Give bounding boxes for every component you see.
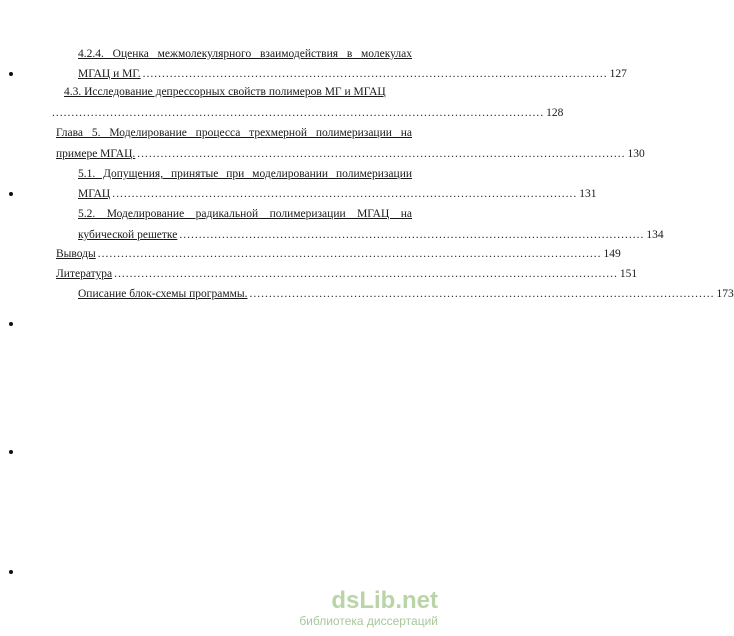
- toc-entry-5-1-line2[interactable]: МГАЦ: [78, 188, 111, 200]
- toc-chapter-5-line1[interactable]: Глава 5. Моделирование процесса трехмерной полимеризации на: [56, 127, 412, 139]
- toc-entry-5-2-line1[interactable]: 5.2. Моделирование радикальной полимеризации МГАЦ на: [78, 208, 412, 220]
- toc-page-number: 131: [579, 188, 597, 200]
- leader-dots: ...............................................................................................................................: [52, 107, 545, 119]
- toc-entry-5-2-line2[interactable]: кубической решетке: [78, 229, 178, 241]
- margin-dot: [9, 72, 13, 76]
- leader-dots: ..................................................................................................................................: [114, 268, 618, 280]
- margin-dot: [9, 570, 13, 574]
- toc-entry-5-1-title[interactable]: [78, 167, 412, 181]
- leader-dots: ........................................................................................................................: [179, 229, 645, 241]
- leader-dots: ..................................................................................................................................: [97, 248, 602, 260]
- toc-entry-4-3-row[interactable]: [52, 106, 564, 120]
- leader-dots: ........................................................................................................................: [112, 188, 578, 200]
- toc-page-number: 134: [646, 229, 664, 241]
- toc-chapter-5-line2[interactable]: примере МГАЦ.: [56, 148, 136, 160]
- toc-block-scheme-title[interactable]: Описание блок-схемы программы.: [78, 288, 248, 300]
- watermark: [299, 588, 438, 628]
- toc-entry-4-3-title[interactable]: [64, 85, 412, 99]
- toc-page-number: 173: [716, 288, 734, 300]
- toc-literature-title[interactable]: Литература: [56, 268, 113, 280]
- toc-entry-4-2-4-title[interactable]: [78, 47, 412, 61]
- toc-chapter-5-title[interactable]: [56, 126, 412, 140]
- toc-entry-4-2-4-row[interactable]: [78, 67, 627, 81]
- toc-chapter-5-row[interactable]: [56, 147, 645, 161]
- toc-conclusions-row[interactable]: [56, 247, 621, 261]
- toc-conclusions-title[interactable]: Выводы: [56, 248, 96, 260]
- toc-entry-5-2-row[interactable]: [78, 228, 664, 242]
- toc-page-number: 149: [603, 248, 621, 260]
- toc-entry-5-1-row[interactable]: [78, 187, 597, 201]
- toc-entry-4-3-line1[interactable]: 4.3. Исследование депрессорных свойств полимеров МГ и МГАЦ: [64, 86, 386, 98]
- watermark-logo: dsLib.net: [331, 587, 438, 614]
- toc-entry-4-2-4-line2[interactable]: МГАЦ и МГ.: [78, 68, 141, 80]
- leader-dots: ..............................................................................................................................: [137, 148, 626, 160]
- leader-dots: ........................................................................................................................: [249, 288, 715, 300]
- toc-page-number: 151: [619, 268, 638, 280]
- margin-dot: [9, 450, 13, 454]
- watermark-subtitle: библиотека диссертаций: [299, 614, 438, 628]
- toc-entry-4-2-4-line1[interactable]: 4.2.4. Оценка межмолекулярного взаимодействия в молекулах: [78, 48, 412, 60]
- toc-block-scheme-row[interactable]: [78, 287, 734, 301]
- toc-page-number: 130: [627, 148, 645, 160]
- margin-dot: [9, 322, 13, 326]
- toc-literature-row[interactable]: [56, 267, 638, 281]
- leader-dots: ........................................................................................................................: [142, 68, 608, 80]
- margin-dot: [9, 192, 13, 196]
- toc-page-number: 128: [546, 107, 564, 119]
- toc-page-number: 127: [609, 68, 627, 80]
- toc-entry-5-1-line1[interactable]: 5.1. Допущения, принятые при моделировании полимеризации: [78, 168, 412, 180]
- toc-entry-5-2-title[interactable]: [78, 207, 412, 221]
